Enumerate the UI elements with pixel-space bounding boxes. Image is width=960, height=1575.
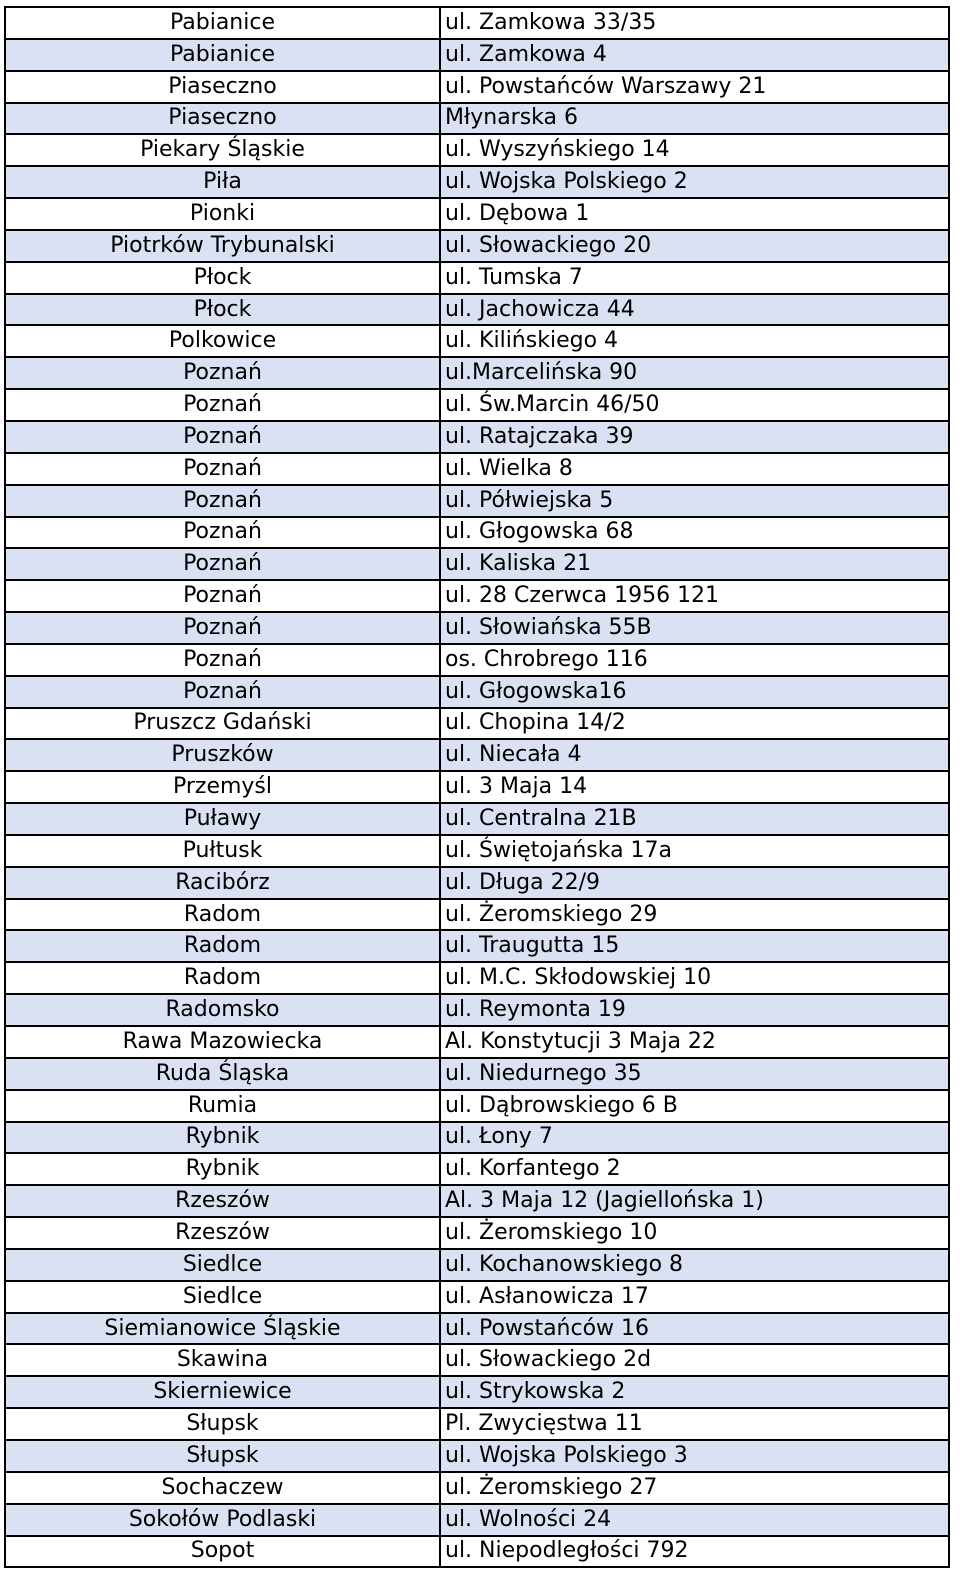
table-row — [6, 326, 948, 358]
city-cell: Pabianice — [6, 8, 441, 38]
address-cell: ul. 28 Czerwca 1956 121 — [445, 583, 720, 609]
city-cell: Rzeszów — [6, 1218, 441, 1248]
address-cell: ul. Żeromskiego 10 — [445, 1219, 658, 1245]
table-row — [6, 8, 948, 40]
table-row — [6, 518, 948, 550]
city-cell: Sokołów Podlaski — [6, 1505, 441, 1535]
table-row — [6, 963, 948, 995]
city-cell: Rawa Mazowiecka — [6, 1027, 441, 1057]
table-row — [6, 40, 948, 72]
table-row — [6, 1059, 948, 1091]
address-cell: ul. Tumska 7 — [445, 264, 583, 290]
city-cell: Piaseczno — [6, 104, 441, 134]
city-cell: Poznań — [6, 549, 441, 579]
city-cell: Pionki — [6, 199, 441, 229]
table-row — [6, 104, 948, 136]
city-cell: Poznań — [6, 486, 441, 516]
table-row — [6, 1250, 948, 1282]
city-cell: Skierniewice — [6, 1377, 441, 1407]
city-cell: Piła — [6, 167, 441, 197]
address-cell: os. Chrobrego 116 — [445, 646, 648, 672]
address-cell: ul. Łony 7 — [445, 1124, 553, 1150]
city-cell: Poznań — [6, 581, 441, 611]
address-cell: ul. Żeromskiego 27 — [445, 1474, 658, 1500]
address-cell: ul. Niedurnego 35 — [445, 1060, 642, 1086]
city-cell: Pabianice — [6, 40, 441, 70]
address-cell: ul. Kaliska 21 — [445, 551, 592, 577]
table-row — [6, 1123, 948, 1155]
table-row — [6, 677, 948, 709]
table-row — [6, 390, 948, 422]
city-cell: Słupsk — [6, 1441, 441, 1471]
table-row — [6, 422, 948, 454]
table-row — [6, 167, 948, 199]
address-cell: ul. Strykowska 2 — [445, 1379, 626, 1405]
address-cell: ul. Słowackiego 20 — [445, 232, 652, 258]
address-cell: ul.Marcelińska 90 — [445, 360, 638, 386]
table-row — [6, 199, 948, 231]
city-cell: Pruszków — [6, 740, 441, 770]
city-cell: Siedlce — [6, 1250, 441, 1280]
city-cell: Piaseczno — [6, 72, 441, 102]
city-cell: Rybnik — [6, 1123, 441, 1153]
city-cell: Sopot — [6, 1537, 441, 1567]
city-cell: Pruszcz Gdański — [6, 709, 441, 739]
city-cell: Radom — [6, 963, 441, 993]
city-cell: Słupsk — [6, 1409, 441, 1439]
city-cell: Puławy — [6, 804, 441, 834]
address-cell: ul. Wyszyńskiego 14 — [445, 137, 670, 163]
table-row — [6, 1505, 948, 1537]
table-row — [6, 358, 948, 390]
table-row — [6, 135, 948, 167]
address-cell: ul. Słowackiego 2d — [445, 1347, 652, 1373]
city-cell: Racibórz — [6, 868, 441, 898]
city-cell: Poznań — [6, 645, 441, 675]
address-cell: ul. Kilińskiego 4 — [445, 328, 619, 354]
table-row — [6, 868, 948, 900]
table-row — [6, 931, 948, 963]
address-cell: ul. Wojska Polskiego 2 — [445, 169, 688, 195]
table-row — [6, 1537, 948, 1569]
table-row — [6, 709, 948, 741]
table-row — [6, 1091, 948, 1123]
address-cell: Młynarska 6 — [445, 105, 579, 131]
table-row — [6, 772, 948, 804]
address-cell: Al. 3 Maja 12 (Jagiellońska 1) — [445, 1188, 764, 1214]
city-cell: Poznań — [6, 454, 441, 484]
table-row — [6, 1282, 948, 1314]
city-cell: Radom — [6, 931, 441, 961]
table-row — [6, 645, 948, 677]
address-cell: ul. Dębowa 1 — [445, 200, 590, 226]
address-cell: ul. Głogowska16 — [445, 678, 627, 704]
address-cell: ul. Dąbrowskiego 6 B — [445, 1092, 678, 1118]
address-cell: ul. Asłanowicza 17 — [445, 1283, 649, 1309]
city-cell: Polkowice — [6, 326, 441, 356]
table-row — [6, 995, 948, 1027]
address-cell: Al. Konstytucji 3 Maja 22 — [445, 1028, 716, 1054]
address-cell: ul. Długa 22/9 — [445, 869, 601, 895]
table-row — [6, 295, 948, 327]
table-row — [6, 549, 948, 581]
city-cell: Rzeszów — [6, 1186, 441, 1216]
city-cell: Rybnik — [6, 1154, 441, 1184]
address-cell: ul. Powstańców Warszawy 21 — [445, 73, 767, 99]
address-cell: ul. Półwiejska 5 — [445, 487, 614, 513]
table-row — [6, 740, 948, 772]
address-cell: Pl. Zwycięstwa 11 — [445, 1411, 643, 1437]
address-cell: ul. Powstańców 16 — [445, 1315, 650, 1341]
city-cell: Siedlce — [6, 1282, 441, 1312]
address-cell: ul. Świętojańska 17a — [445, 837, 673, 863]
address-cell: ul. Ratajczaka 39 — [445, 423, 634, 449]
table-row — [6, 72, 948, 104]
address-cell: ul. M.C. Skłodowskiej 10 — [445, 965, 712, 991]
city-cell: Płock — [6, 263, 441, 293]
table-row — [6, 1409, 948, 1441]
city-cell: Piotrków Trybunalski — [6, 231, 441, 261]
city-cell: Skawina — [6, 1345, 441, 1375]
table-row — [6, 263, 948, 295]
address-cell: ul. 3 Maja 14 — [445, 774, 588, 800]
table-row — [6, 613, 948, 645]
address-cell: ul. Św.Marcin 46/50 — [445, 392, 660, 418]
city-cell: Rumia — [6, 1091, 441, 1121]
locations-table — [4, 6, 950, 1568]
city-cell: Płock — [6, 295, 441, 325]
table-row — [6, 1154, 948, 1186]
table-row — [6, 1186, 948, 1218]
address-cell: ul. Wielka 8 — [445, 455, 573, 481]
city-cell: Pułtusk — [6, 836, 441, 866]
table-row — [6, 836, 948, 868]
address-cell: ul. Niecała 4 — [445, 742, 582, 768]
address-cell: ul. Wolności 24 — [445, 1506, 612, 1532]
table-row — [6, 454, 948, 486]
address-cell: ul. Kochanowskiego 8 — [445, 1251, 684, 1277]
table-row — [6, 900, 948, 932]
address-cell: ul. Chopina 14/2 — [445, 710, 626, 736]
address-cell: ul. Żeromskiego 29 — [445, 901, 658, 927]
city-cell: Poznań — [6, 677, 441, 707]
city-cell: Sochaczew — [6, 1473, 441, 1503]
table-row — [6, 1218, 948, 1250]
table-row — [6, 804, 948, 836]
city-cell: Poznań — [6, 358, 441, 388]
city-cell: Radom — [6, 900, 441, 930]
table-row — [6, 1377, 948, 1409]
table-row — [6, 1441, 948, 1473]
city-cell: Poznań — [6, 613, 441, 643]
city-cell: Siemianowice Śląskie — [6, 1314, 441, 1344]
address-cell: ul. Reymonta 19 — [445, 997, 626, 1023]
table-row — [6, 486, 948, 518]
table-row — [6, 581, 948, 613]
table-row — [6, 1314, 948, 1346]
address-cell: ul. Korfantego 2 — [445, 1156, 621, 1182]
table-row — [6, 1345, 948, 1377]
city-cell: Poznań — [6, 422, 441, 452]
address-cell: ul. Centralna 21B — [445, 806, 637, 832]
city-cell: Ruda Śląska — [6, 1059, 441, 1089]
table-row — [6, 231, 948, 263]
address-cell: ul. Głogowska 68 — [445, 519, 634, 545]
city-cell: Poznań — [6, 390, 441, 420]
address-cell: ul. Zamkowa 4 — [445, 41, 607, 67]
city-cell: Piekary Śląskie — [6, 135, 441, 165]
city-cell: Poznań — [6, 518, 441, 548]
table-row — [6, 1473, 948, 1505]
city-cell: Radomsko — [6, 995, 441, 1025]
city-cell: Przemyśl — [6, 772, 441, 802]
address-cell: ul. Jachowicza 44 — [445, 296, 635, 322]
table-row — [6, 1027, 948, 1059]
address-cell: ul. Zamkowa 33/35 — [445, 9, 657, 35]
address-cell: ul. Niepodległości 792 — [445, 1538, 689, 1564]
address-cell: ul. Słowiańska 55B — [445, 614, 652, 640]
address-cell: ul. Wojska Polskiego 3 — [445, 1442, 688, 1468]
address-cell: ul. Traugutta 15 — [445, 933, 620, 959]
